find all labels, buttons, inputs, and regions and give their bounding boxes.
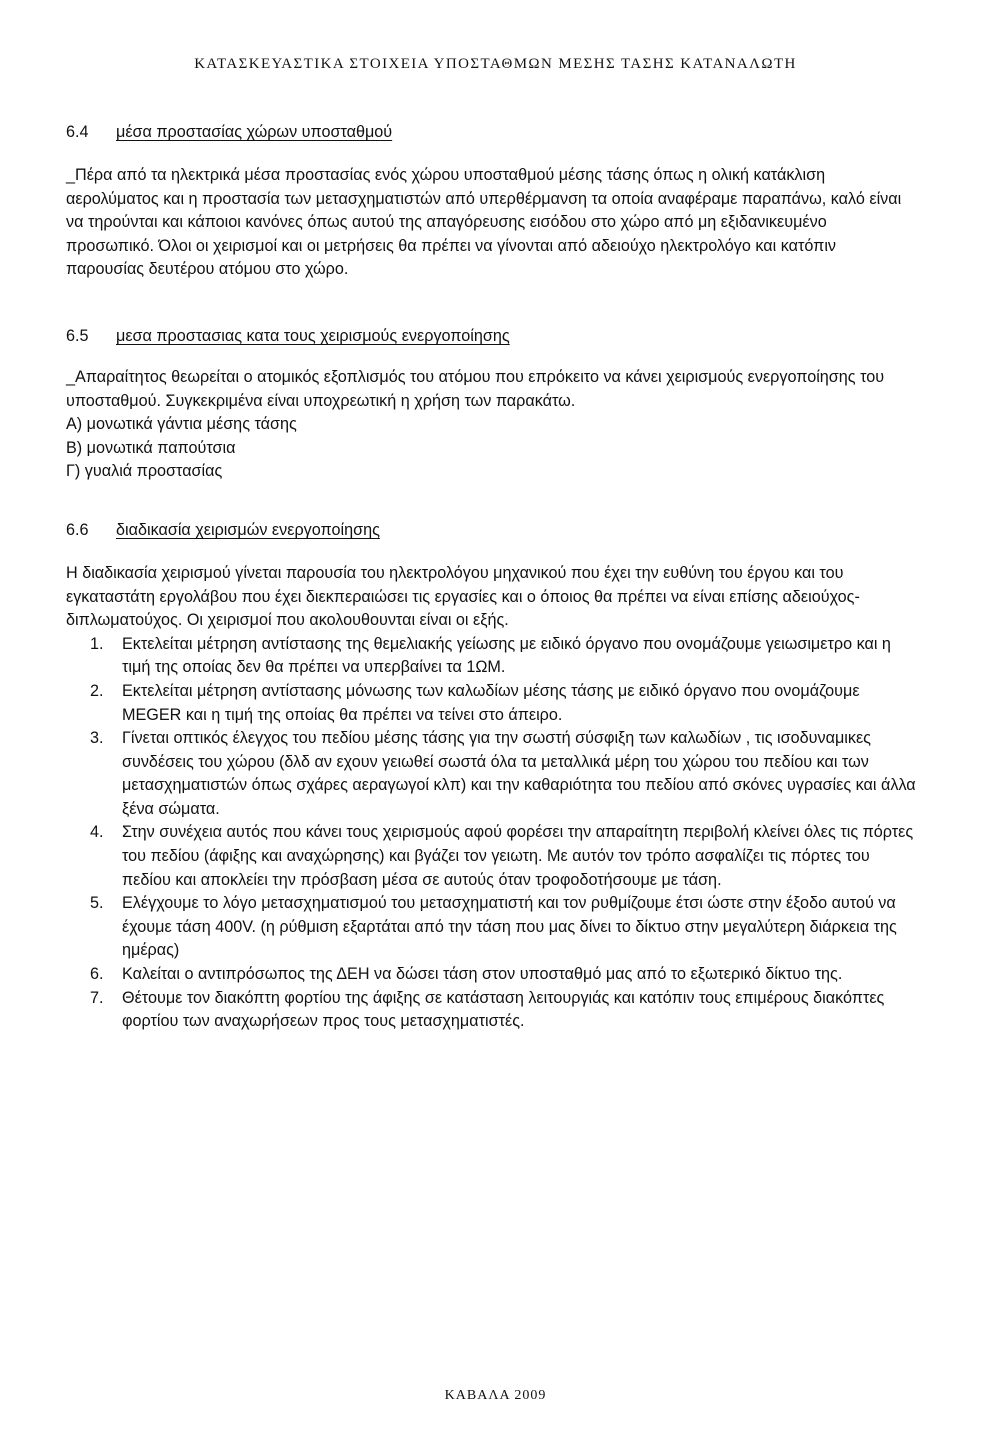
step-text: Θέτουμε τον διακόπτη φορτίου της άφιξης σε κατάσταση λειτουργιάς και κατόπιν τους επιμέρους διακόπτες φορτίου των αναχωρήσεων προς τους μετασχηματιστές. <box>122 988 885 1031</box>
section-number: 6.6 <box>66 520 89 539</box>
procedure-steps <box>66 633 916 1034</box>
step-number: 3. <box>90 729 104 748</box>
procedure-step <box>66 680 916 727</box>
section-6-5 <box>66 326 916 484</box>
procedure-step <box>66 633 916 680</box>
step-number: 6. <box>90 965 104 984</box>
section-6-6 <box>66 520 916 1034</box>
section-heading <box>66 122 916 142</box>
step-number: 4. <box>90 823 104 842</box>
equipment-item: Β) μονωτικά παπούτσια <box>66 438 236 457</box>
step-text: Εκτελείται μέτρηση αντίστασης της θεμελιακής γείωσης με ειδικό όργανο που ονομάζουμε γειωσιμετρο και η τιμή της οποίας δεν θα πρέπει να υπερβαίνει τα 1ΩΜ. <box>122 634 891 677</box>
section-title: μέσα προστασίας χώρων υποσταθμού <box>116 123 393 141</box>
section-heading <box>66 326 916 346</box>
step-text: Εκτελείται μέτρηση αντίστασης μόνωσης των καλωδίων μέσης τάσης με ειδικό όργανο που ονομάζουμε MEGER και η τιμή της οποίας θα πρέπει να τείνει στο άπειρο. <box>122 681 860 724</box>
section-paragraph: _Απαραίτητος θεωρείται ο ατομικός εξοπλισμός του ατόμου που επρόκειτο να κάνει χειρισμούς ενεργοποίησης του υποσταθμού. Συγκεκριμένα είναι υποχρεωτική η χρήση των παρακάτω. <box>66 367 885 410</box>
section-title: διαδικασία χειρισμών ενεργοποίησης <box>116 520 380 539</box>
step-text: Καλείται ο αντιπρόσωπος της ΔΕΗ να δώσει τάση στον υποσταθμό μας από το εξωτερικό δίκτυο της. <box>122 965 843 984</box>
step-text: Στην συνέχεια αυτός που κάνει τους χειρισμούς αφού φορέσει την απαραίτητη περιβολή κλείνει όλες τις πόρτες του πεδίου (άφιξης και αναχώρησης) και βγάζει τον γειωτη. Με αυτόν τον τρόπο ασφαλίζει τις πόρτες του πεδίου και αποκλείει την πρόσβαση μέσα σε αυτούς όταν τροφοδοτήσουμε με τάση. <box>122 823 914 889</box>
section-6-4 <box>66 122 916 282</box>
page-footer: ΚΑΒΑΛΑ 2009 <box>444 1388 547 1403</box>
step-text: Ελέγχουμε το λόγο μετασχηματισμού του μετασχηματιστή και τον ρυθμίζουμε έτσι ώστε στην έξοδο αυτού να έχουμε τάση 400V. (η ρύθμιση εξαρτάται από την τάση που μας δίνει το δίκτυο στην μεγαλύτερη διάρκεια της ημέρας) <box>122 894 897 960</box>
section-title: μεσα προστασιας κατα τους χειρισμούς ενεργοποίησης <box>116 326 510 345</box>
document-body <box>66 122 916 1034</box>
procedure-step <box>66 963 916 987</box>
section-paragraph: Η διαδικασία χειρισμού γίνεται παρουσία του ηλεκτρολόγου μηχανικού που έχει την ευθύνη του έργου και του εγκαταστάτη εργολάβου που έχει διεκπεραιώσει τις εργασίες και ο όποιος θα πρέπει να είναι επίσης αδειούχος-διπλωματούχος. Οι χειρισμοί που ακολουθουνται είναι οι εξής. <box>66 563 860 630</box>
step-number: 7. <box>90 988 104 1007</box>
procedure-step <box>66 987 916 1034</box>
procedure-step <box>66 727 916 821</box>
section-paragraph: _Πέρα από τα ηλεκτρικά μέσα προστασίας ενός χώρου υποσταθμού μέσης τάσης όπως η ολική κατάκλιση αερολύματος και η προστασία των μετασχηματιστών από υπερθέρμανση τα οποία αναφέραμε παραπάνω, καλό είναι να τηρούνται και κάποιοι κανόνες όπως αυτού της απαγόρευσης εισόδου στο χώρο από μη εξιδανικευμένο προσωπικό. Όλοι οι χειρισμοί και οι μετρήσεις θα πρέπει να γίνονται από αδειούχο ηλεκτρολόγο και κατόπιν παρουσίας δευτέρου ατόμου στο χώρο. <box>66 166 902 279</box>
step-number: 1. <box>90 634 104 653</box>
procedure-step <box>66 821 916 892</box>
equipment-item: Α) μονωτικά γάντια μέσης τάσης <box>66 415 297 434</box>
section-heading <box>66 520 916 540</box>
section-number: 6.4 <box>66 123 89 141</box>
equipment-item: Γ) γυαλιά προστασίας <box>66 462 223 481</box>
section-number: 6.5 <box>66 326 89 345</box>
step-text: Γίνεται οπτικός έλεγχος του πεδίου μέσης τάσης για την σωστή σύσφιξη των καλωδίων , τις ισοδυναμικες συνδέσεις του χώρου (δλδ αν εχουν γειωθεί σωστά όλα τα μεταλλικά μέρη του χώρου του πεδίου και των μετασχηματιστών όπως σχάρες αεραγωγοί κλπ) και την καθαριότητα του πεδίου από σκόνες υγρασίες και άλλα ξένα σώματα. <box>122 729 916 818</box>
running-header: ΚΑΤΑΣΚΕΥΑΣΤΙΚΑ ΣΤΟΙΧΕΙΑ ΥΠΟΣΤΑΘΜΩΝ ΜΕΣΗΣ ΤΑΣΗΣ ΚΑΤΑΝΑΛΩΤΗ <box>194 56 797 72</box>
procedure-step <box>66 892 916 963</box>
step-number: 2. <box>90 681 104 700</box>
step-number: 5. <box>90 894 104 913</box>
